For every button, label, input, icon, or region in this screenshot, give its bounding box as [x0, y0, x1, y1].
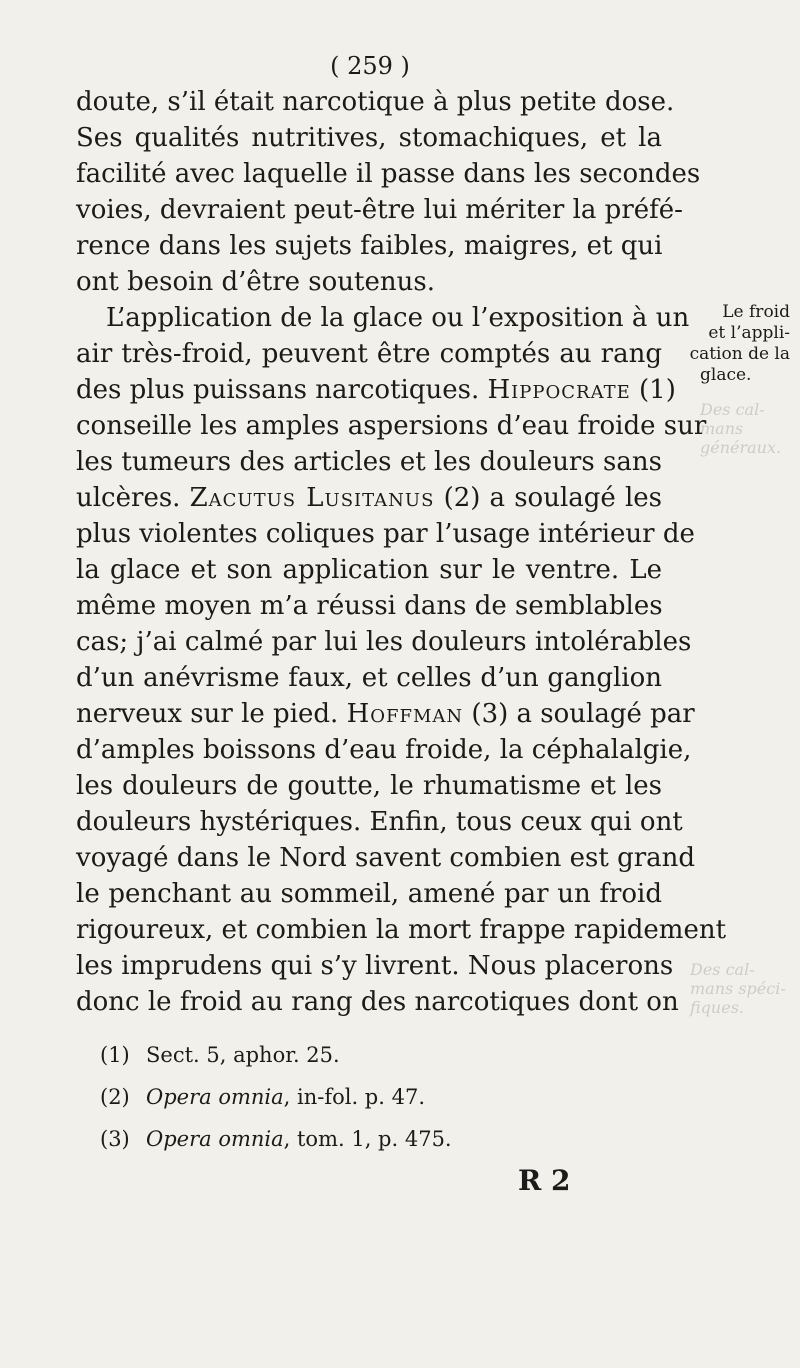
- bleed-through: Des cal- mans généraux.: [700, 400, 782, 457]
- footnote-text: , tom. 1, p. 475.: [283, 1127, 452, 1151]
- body-line: les douleurs de goutte, le rhumatisme et les: [76, 771, 662, 801]
- footnote: [100, 1124, 452, 1154]
- body-line: donc le froid au rang des narcotiques dont on: [76, 987, 679, 1017]
- body-line: douleurs hystériques. Enfin, tous ceux qui ont: [76, 807, 683, 837]
- margin-note-line: cation de la: [689, 344, 790, 364]
- body-line: L’application de la glace ou l’exposition à un: [106, 303, 690, 333]
- margin-note-line: Le froid: [722, 302, 790, 322]
- footnote-number: (1): [100, 1043, 130, 1067]
- body-line: cas; j’ai calmé par lui les douleurs intolérables: [76, 627, 692, 657]
- footnote-number: (2): [100, 1085, 130, 1109]
- footnote-text: , in-fol. p. 47.: [283, 1085, 426, 1109]
- bleed-through: Des cal- mans spéci- fiques.: [690, 960, 786, 1017]
- body-line: des plus puissans narcotiques. Hippocrate (1): [76, 375, 676, 405]
- margin-note-line: glace.: [700, 365, 752, 385]
- body-line: voyagé dans le Nord savent combien est grand: [76, 843, 696, 873]
- body-line: d’amples boissons d’eau froide, la céphalalgie,: [76, 735, 692, 765]
- body-line: même moyen m’a réussi dans de semblables: [76, 591, 663, 621]
- body-line: rence dans les sujets faibles, maigres, et qui: [76, 231, 663, 261]
- footnote-text: Sect. 5, aphor. 25.: [146, 1043, 340, 1067]
- page-number: ( 259 ): [330, 52, 410, 80]
- footnote-italic: Opera omnia: [146, 1127, 284, 1151]
- body-line: rigoureux, et combien la mort frappe rapidement: [76, 915, 727, 945]
- body-line: air très-froid, peuvent être comptés au rang: [76, 339, 662, 369]
- footnote-number: (3): [100, 1127, 130, 1151]
- body-line: la glace et son application sur le ventre. Le: [76, 555, 662, 585]
- author-name: Hoffman: [346, 699, 464, 729]
- body-line: d’un anévrisme faux, et celles d’un ganglion: [76, 663, 662, 693]
- body-line: les imprudens qui s’y livrent. Nous placerons: [76, 951, 674, 981]
- body-line: ulcères. Zacutus Lusitanus (2) a soulagé les: [76, 483, 662, 513]
- author-name: Hippocrate: [487, 375, 631, 405]
- body-line: ont besoin d’être soutenus.: [76, 267, 435, 297]
- body-line: doute, s’il était narcotique à plus petite dose.: [76, 87, 675, 117]
- footnote-italic: Opera omnia: [146, 1085, 284, 1109]
- body-line: plus violentes coliques par l’usage intérieur de: [76, 519, 695, 549]
- margin-note: [668, 302, 790, 386]
- body-line: le penchant au sommeil, amené par un froid: [76, 879, 662, 909]
- body-line: conseille les amples aspersions d’eau froide sur: [76, 411, 707, 441]
- margin-note-line: et l’appli-: [708, 323, 790, 343]
- body-line: nerveux sur le pied. Hoffman (3) a soulagé par: [76, 699, 695, 729]
- body-line: Ses qualités nutritives, stomachiques, et la: [76, 123, 662, 153]
- footnote: [100, 1082, 425, 1112]
- author-name: Zacutus Lusitanus: [189, 483, 435, 513]
- footnote: [100, 1040, 340, 1070]
- signature-mark: R 2: [518, 1164, 571, 1197]
- body-line: facilité avec laquelle il passe dans les secondes: [76, 159, 701, 189]
- body-line: voies, devraient peut-être lui mériter la préfé-: [76, 195, 683, 225]
- body-line: les tumeurs des articles et les douleurs sans: [76, 447, 662, 477]
